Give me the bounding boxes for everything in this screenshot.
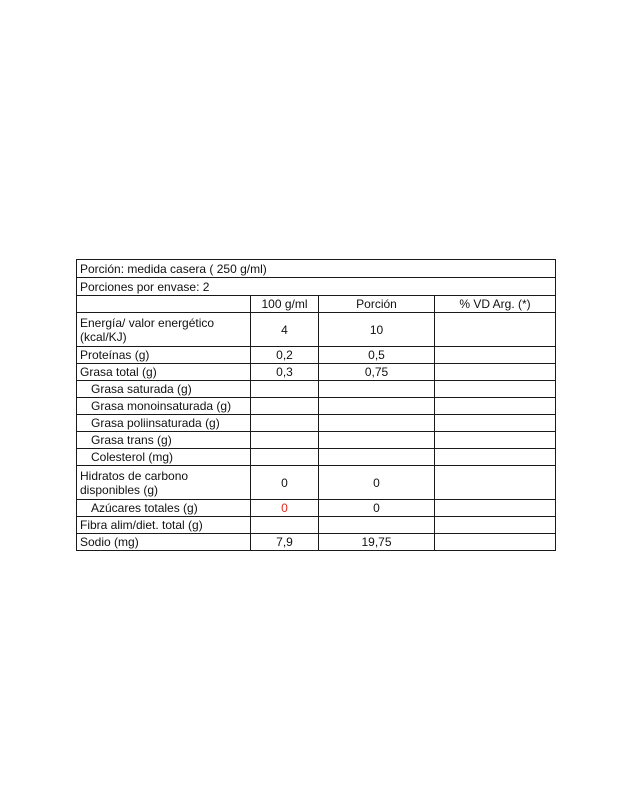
table-row (77, 534, 556, 551)
value-per-100-highlighted: 0 (251, 500, 319, 517)
value-daily (435, 432, 556, 449)
header-row (77, 296, 556, 313)
table-row (77, 432, 556, 449)
value-portion (319, 449, 435, 466)
table-row (77, 398, 556, 415)
value-daily (435, 347, 556, 364)
value-per-100 (251, 415, 319, 432)
value-daily (435, 415, 556, 432)
value-portion: 0 (319, 500, 435, 517)
nutrient-name: Grasa trans (g) (77, 432, 251, 449)
value-per-100 (251, 381, 319, 398)
value-per-100: 7,9 (251, 534, 319, 551)
value-portion: 0 (319, 466, 435, 500)
value-daily (435, 313, 556, 347)
value-portion: 0,75 (319, 364, 435, 381)
value-portion: 10 (319, 313, 435, 347)
value-daily (435, 500, 556, 517)
nutrient-name: Proteínas (g) (77, 347, 251, 364)
value-per-100 (251, 432, 319, 449)
value-portion (319, 517, 435, 534)
header-portion: Porción (319, 296, 435, 313)
header-daily-value: % VD Arg. (*) (435, 296, 556, 313)
nutrient-name: Grasa poliinsaturada (g) (77, 415, 251, 432)
value-portion: 19,75 (319, 534, 435, 551)
value-per-100: 0,3 (251, 364, 319, 381)
value-daily (435, 466, 556, 500)
value-portion (319, 415, 435, 432)
value-daily (435, 381, 556, 398)
value-portion (319, 398, 435, 415)
value-per-100: 0 (251, 466, 319, 500)
value-daily (435, 534, 556, 551)
nutrition-facts-table (76, 259, 556, 551)
value-daily (435, 398, 556, 415)
table-row (77, 517, 556, 534)
table-row (77, 347, 556, 364)
value-daily (435, 517, 556, 534)
table-row (77, 381, 556, 398)
table-row (77, 466, 556, 500)
nutrient-name: Sodio (mg) (77, 534, 251, 551)
table-row (77, 500, 556, 517)
value-per-100 (251, 517, 319, 534)
value-per-100: 4 (251, 313, 319, 347)
nutrient-name: Grasa monoinsaturada (g) (77, 398, 251, 415)
value-per-100: 0,2 (251, 347, 319, 364)
portion-size: Porción: medida casera ( 250 g/ml) (77, 260, 556, 278)
nutrient-name: Grasa total (g) (77, 364, 251, 381)
value-daily (435, 364, 556, 381)
value-daily (435, 449, 556, 466)
value-portion (319, 432, 435, 449)
nutrient-name: Fibra alim/diet. total (g) (77, 517, 251, 534)
value-portion (319, 381, 435, 398)
nutrient-name: Azúcares totales (g) (77, 500, 251, 517)
value-per-100 (251, 449, 319, 466)
header-empty (77, 296, 251, 313)
servings-row (77, 278, 556, 296)
table-row (77, 364, 556, 381)
header-per-100: 100 g/ml (251, 296, 319, 313)
nutrient-name: Hidratos de carbono disponibles (g) (77, 466, 251, 500)
portion-row (77, 260, 556, 278)
nutrient-name: Colesterol (mg) (77, 449, 251, 466)
table-row (77, 313, 556, 347)
table-row (77, 415, 556, 432)
nutrient-name: Grasa saturada (g) (77, 381, 251, 398)
nutrient-name: Energía/ valor energético (kcal/KJ) (77, 313, 251, 347)
servings-per-container: Porciones por envase: 2 (77, 278, 556, 296)
value-portion: 0,5 (319, 347, 435, 364)
table-row (77, 449, 556, 466)
value-per-100 (251, 398, 319, 415)
